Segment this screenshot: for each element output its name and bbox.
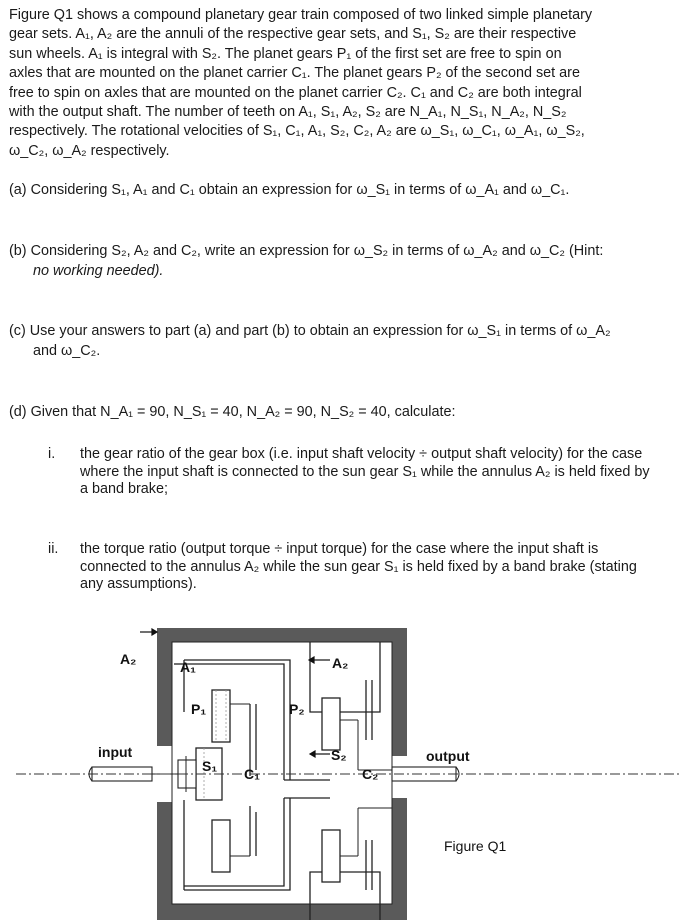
- question-d-i-number: i.: [48, 446, 56, 462]
- intro-paragraph: [9, 6, 654, 161]
- gear-train-figure: [0, 620, 696, 922]
- intro-line: ω_C₂, ω_A₂ respectively.: [9, 142, 170, 159]
- question-a: (a) Considering S₁, A₁ and C₁ obtain an expression for ω_S₁ in terms of ω_A₁ and ω_C₁.: [9, 182, 570, 198]
- label-p2: P₂: [289, 701, 305, 717]
- label-s2: S₂: [331, 747, 347, 763]
- label-c2: C₂: [362, 766, 379, 782]
- question-d-ii-number: ii.: [48, 541, 59, 557]
- question-b: [9, 242, 669, 281]
- figure-caption: Figure Q1: [444, 838, 507, 854]
- label-c1: C₁: [244, 766, 260, 782]
- intro-line: sun wheels. A₁ is integral with S₂. The planet gears P₁ of the first set are free to spin on: [9, 45, 562, 62]
- label-a2-right: A₂: [332, 655, 349, 671]
- intro-line: gear sets. A₁, A₂ are the annuli of the respective gear sets, and S₁, S₂ are their respective: [9, 26, 577, 43]
- intro-line: free to spin on axles that are mounted on the planet carrier C₂. C₁ and C₂ are both integral: [9, 84, 582, 101]
- label-output: output: [426, 748, 470, 764]
- planet-p2: [322, 698, 358, 882]
- label-p1: P₁: [191, 701, 207, 717]
- question-d-i-text: the gear ratio of the gear box (i.e. input shaft velocity ÷ output shaft velocity) for the case where the input shaft is connected to the sun gear S₁ while the annulus A₂ is held fixed by a band brake;: [80, 446, 650, 497]
- label-a2-left: A₂: [120, 651, 137, 667]
- intro-line: axles that are mounted on the planet carrier C₁. The planet gears P₂ of the second set are: [9, 65, 580, 82]
- question-c-cont: and ω_C₂.: [33, 342, 101, 359]
- intro-line: Figure Q1 shows a compound planetary gear train composed of two linked simple planetary: [9, 7, 593, 23]
- intro-line: with the output shaft. The number of teeth on A₁, S₁, A₂, S₂ are N_A₁, N_S₁, N_A₂, N_S₂: [9, 104, 567, 121]
- question-d: (d) Given that N_A₁ = 90, N_S₁ = 40, N_A₂ = 90, N_S₂ = 40, calculate:: [9, 404, 456, 420]
- intro-line: respectively. The rotational velocities of S₁, C₁, A₁, S₂, C₂, A₂ are ω_S₁, ω_C₁, ω_A₁, ω_S₂,: [9, 123, 585, 140]
- label-a1: A₁: [180, 659, 196, 675]
- question-b-text: (b) Considering S₂, A₂ and C₂, write an expression for ω_S₂ in terms of ω_A₂ and ω_C₂ (Hint:: [9, 243, 604, 259]
- question-d-ii-text: the torque ratio (output torque ÷ input torque) for the case where the input shaft is connected to the annulus A₂ while the sun gear S₁ is held fixed by a band brake (stating any assumptions).: [80, 541, 637, 592]
- label-s1: S₁: [202, 758, 218, 774]
- label-input: input: [98, 744, 133, 760]
- question-c: [9, 322, 669, 361]
- question-c-text: (c) Use your answers to part (a) and part (b) to obtain an expression for ω_S₁ in terms of ω_A₂: [9, 323, 611, 339]
- question-b-hint: no working needed).: [33, 262, 164, 279]
